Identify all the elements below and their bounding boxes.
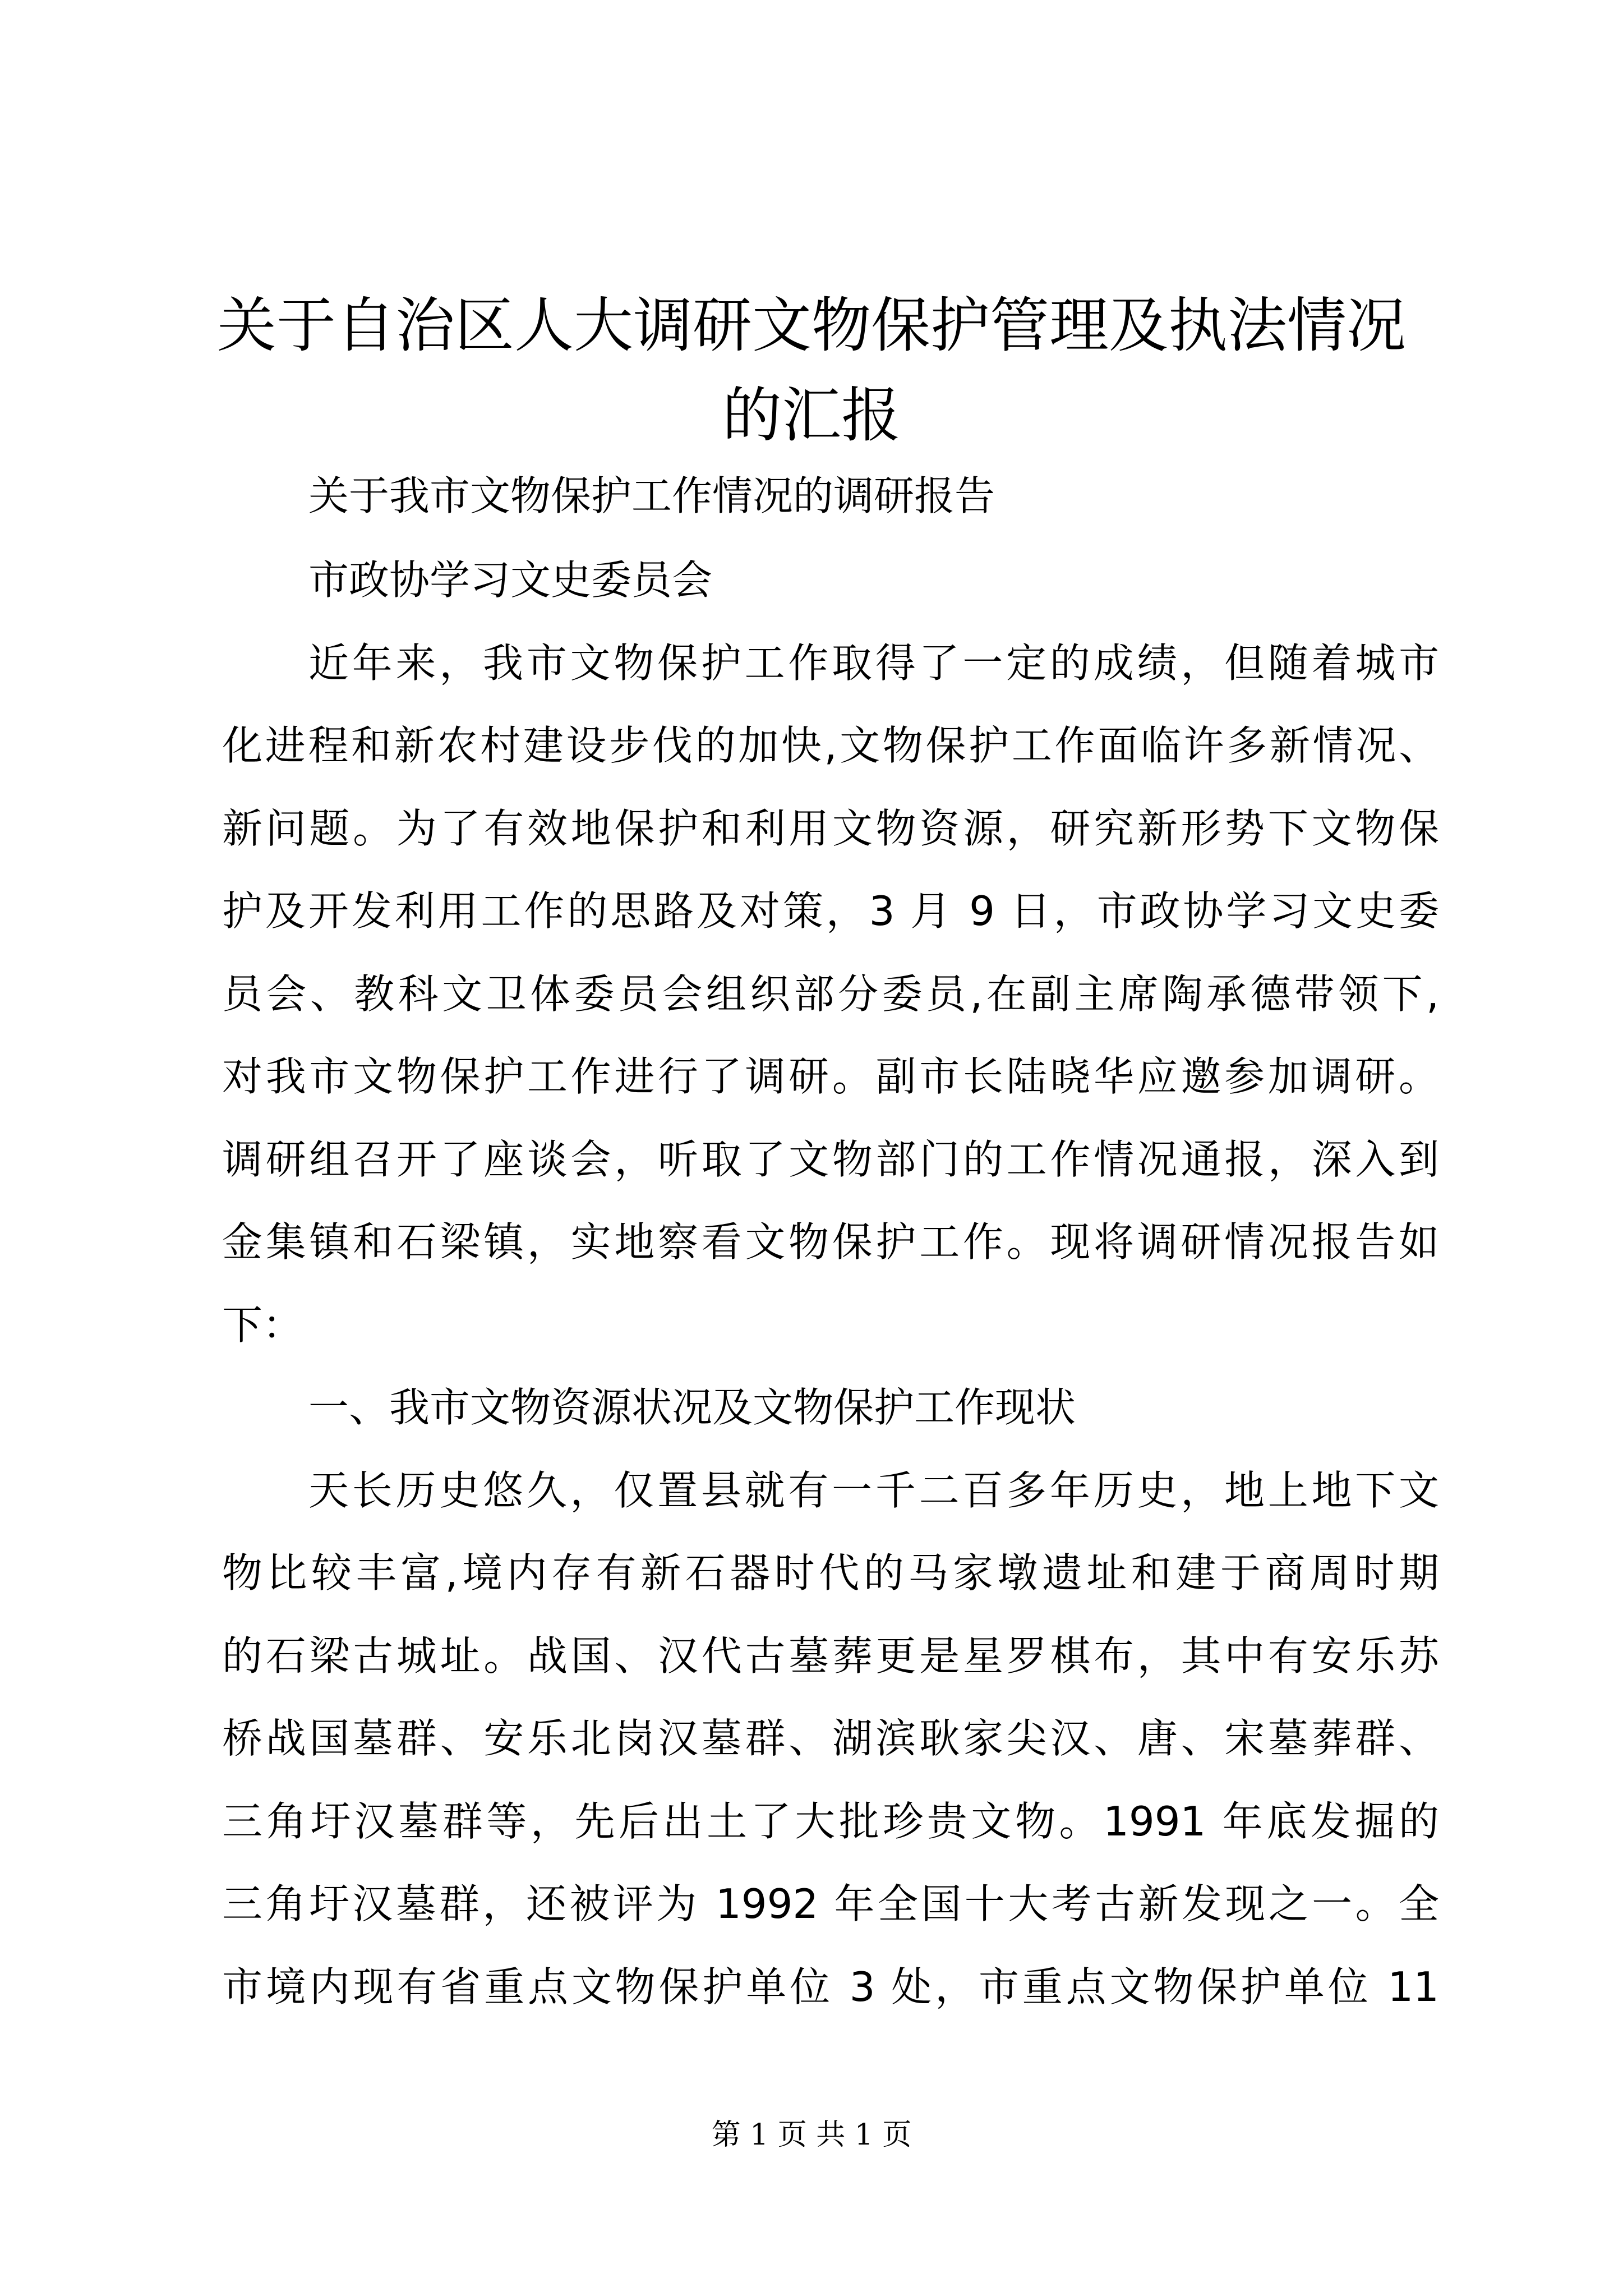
document-title-line-2: 的汇报 <box>722 381 901 450</box>
page-footer: 第 1 页 共 1 页 <box>711 2118 912 2152</box>
paragraph-2-line: 物比较丰富,境内存有新石器时代的马家墩遗址和建于商周时期 <box>222 1549 1439 1596</box>
document-author: 市政协学习文史委员会 <box>308 556 713 604</box>
paragraph-1-line: 金集镇和石梁镇，实地察看文物保护工作。现将调研情况报告如 <box>222 1218 1439 1266</box>
paragraph-1-line: 调研组召开了座谈会，听取了文物部门的工作情况通报，深入到 <box>222 1136 1439 1183</box>
paragraph-2-line: 桥战国墓群、安乐北岗汉墓群、湖滨耿家尖汉、唐、宋墓葬群、 <box>222 1715 1439 1762</box>
paragraph-2-line: 三角圩汉墓群，还被评为 1992 年全国十大考古新发现之一。全 <box>222 1880 1439 1927</box>
paragraph-1-line: 化进程和新农村建设步伐的加快,文物保护工作面临许多新情况、 <box>222 722 1439 769</box>
paragraph-2-line: 三角圩汉墓群等，先后出土了大批珍贵文物。1991 年底发掘的 <box>222 1798 1439 1845</box>
paragraph-1-line: 护及开发利用工作的思路及对策，3 月 9 日，市政协学习文史委 <box>222 887 1439 935</box>
document-title-line-1: 关于自治区人大调研文物保护管理及执法情况 <box>217 291 1406 360</box>
paragraph-2-line: 市境内现有省重点文物保护单位 3 处，市重点文物保护单位 11 <box>222 1963 1439 2010</box>
paragraph-2-line: 天长历史悠久，仅置县就有一千二百多年历史，地上地下文 <box>308 1467 1439 1514</box>
section-1-heading: 一、我市文物资源状况及文物保护工作现状 <box>308 1384 1076 1431</box>
paragraph-2-line: 的石梁古城址。战国、汉代古墓葬更是星罗棋布，其中有安乐苏 <box>222 1632 1439 1680</box>
document-subtitle: 关于我市文物保护工作情况的调研报告 <box>308 472 995 519</box>
paragraph-1-line: 下： <box>222 1301 303 1349</box>
paragraph-1-line: 新问题。为了有效地保护和利用文物资源，研究新形势下文物保 <box>222 805 1439 852</box>
paragraph-1-line: 员会、教科文卫体委员会组织部分委员,在副主席陶承德带领下, <box>222 970 1439 1018</box>
paragraph-1-line: 近年来，我市文物保护工作取得了一定的成绩，但随着城市 <box>308 639 1439 687</box>
paragraph-1-line: 对我市文物保护工作进行了调研。副市长陆晓华应邀参加调研。 <box>222 1053 1439 1100</box>
